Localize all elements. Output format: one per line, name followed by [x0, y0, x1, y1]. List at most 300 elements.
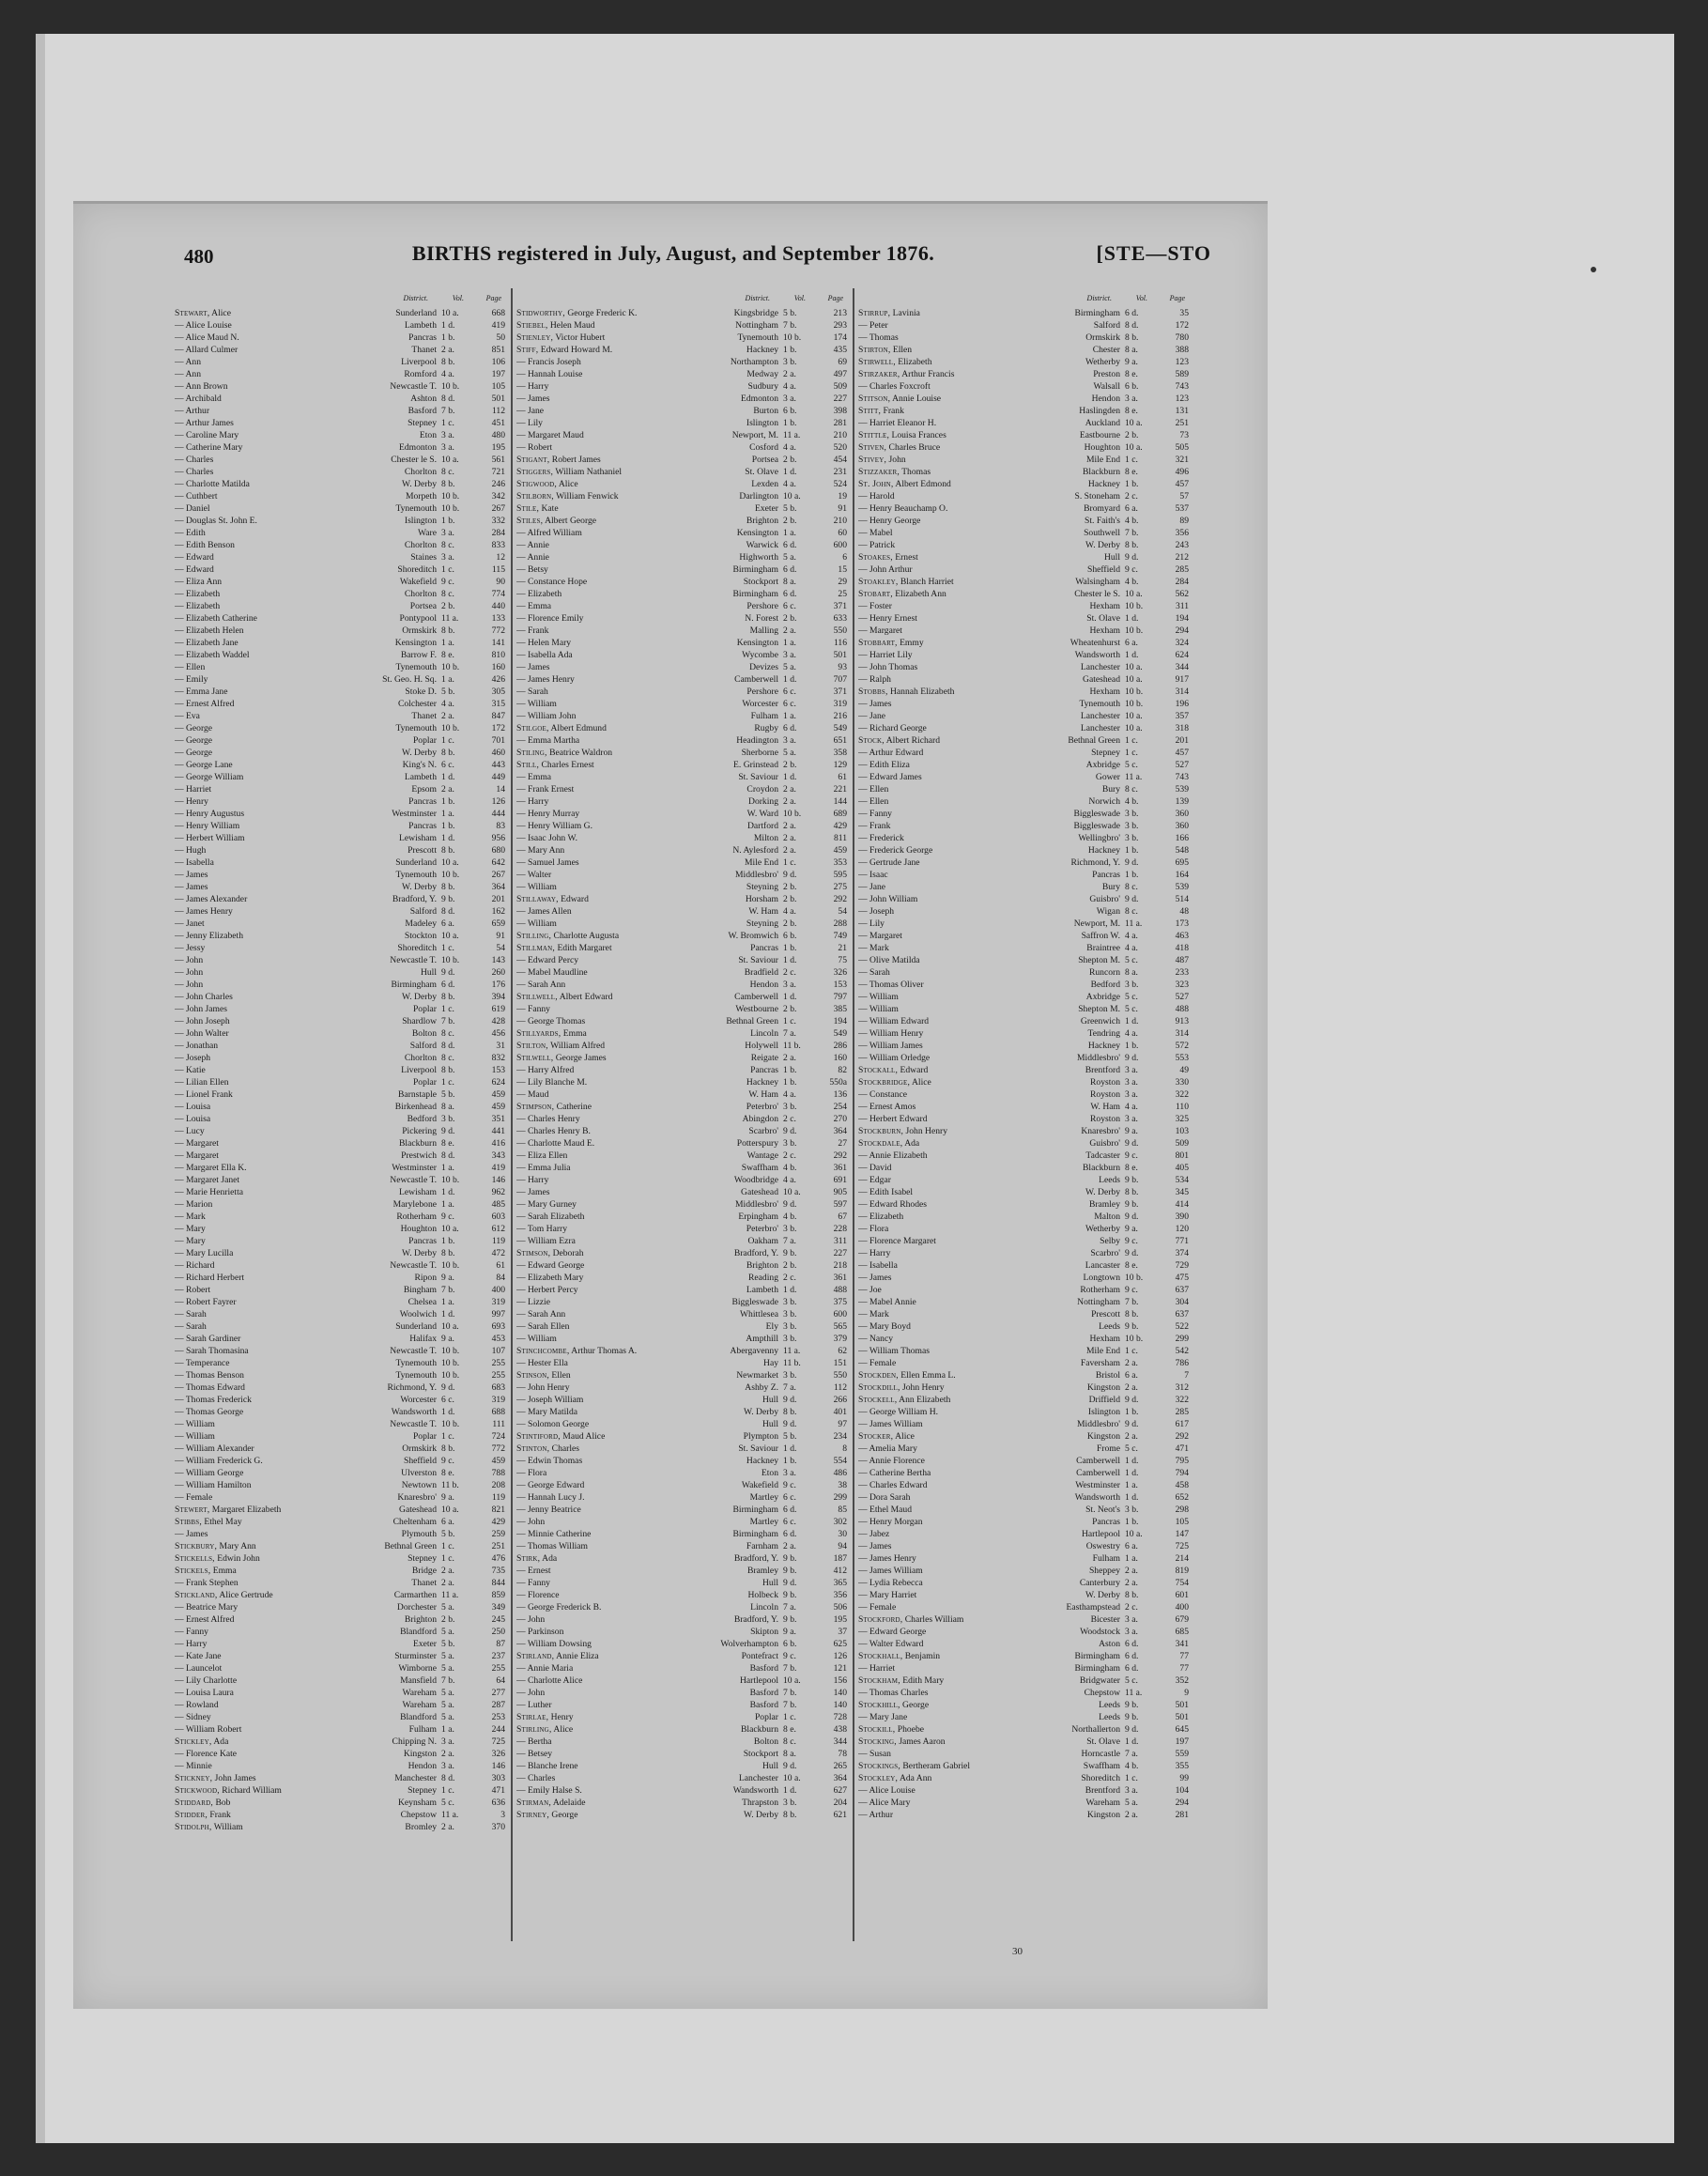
entry-volume: 9 d.: [441, 967, 455, 978]
index-entry: [516, 1797, 847, 1809]
entry-district: Mansfield: [400, 1675, 437, 1686]
entry-given-names: — Sarah Gardiner: [175, 1334, 241, 1344]
index-entry: [858, 698, 1189, 710]
entry-district: Thanet: [411, 1578, 437, 1588]
entry-district: Brighton: [746, 516, 778, 526]
entry-volume: 5 a.: [441, 1712, 454, 1722]
entry-given-names: — Temperance: [175, 1358, 230, 1368]
entry-surname: Stockill,: [858, 1724, 896, 1735]
index-entry: [175, 844, 505, 857]
index-entry: [175, 1015, 505, 1027]
entry-list: [516, 307, 847, 1821]
entry-volume: 1 b.: [1125, 479, 1139, 489]
entry-page: 77: [1179, 1651, 1189, 1661]
index-column-1: [175, 294, 505, 1933]
entry-name: [858, 649, 1075, 661]
entry-given-names: — Edwin Thomas: [516, 1456, 583, 1466]
entry-district: Biggleswade: [1073, 821, 1120, 831]
entry-name: [516, 1565, 747, 1577]
entry-name: [516, 1259, 746, 1272]
entry-given-names: — Isabella: [858, 1260, 898, 1271]
entry-district: Chester: [1092, 345, 1120, 355]
index-entry: [175, 1357, 505, 1369]
entry-name: [858, 1626, 1080, 1638]
entry-given-names: — George Thomas: [516, 1016, 586, 1026]
entry-district: Staines: [410, 552, 437, 563]
entry-name: [516, 1003, 735, 1015]
entry-name: [858, 1662, 1075, 1674]
entry-district: Saffron W.: [1081, 931, 1120, 941]
entry-district: Hull: [1103, 552, 1120, 563]
entry-given-names: Ada Ann: [899, 1773, 932, 1783]
entry-volume: 9 d.: [1125, 894, 1139, 904]
entry-name: [175, 380, 390, 393]
index-entry: [175, 1333, 505, 1345]
entry-given-names: — Arthur: [858, 1810, 894, 1820]
entry-page: 77: [1179, 1663, 1189, 1674]
entry-volume: 6 d.: [1125, 1651, 1139, 1661]
entry-given-names: — Frederick George: [858, 845, 933, 856]
entry-given-names: Charlotte Augusta: [553, 931, 620, 941]
entry-district: Sturminster: [394, 1651, 437, 1661]
entry-given-names: — Catherine Mary: [175, 442, 243, 453]
entry-page: 559: [1175, 1749, 1189, 1759]
entry-page: 197: [491, 369, 505, 379]
entry-page: 97: [838, 1419, 847, 1429]
entry-district: Pancras: [750, 943, 778, 953]
index-entry: [516, 881, 847, 893]
entry-district: Westminster: [1075, 1480, 1120, 1490]
entry-volume: 9 d.: [783, 1578, 797, 1588]
entry-given-names: — Eliza Ellen: [516, 1150, 568, 1161]
entry-district: Hay: [763, 1358, 778, 1368]
entry-name: [516, 1027, 750, 1040]
index-entry: [858, 966, 1189, 979]
index-entry: [516, 551, 847, 563]
index-entry: [175, 1577, 505, 1589]
index-entry: [516, 649, 847, 661]
entry-given-names: — Samuel James: [516, 857, 579, 868]
entry-page: 319: [491, 1395, 505, 1405]
entry-volume: 2 b.: [783, 1004, 797, 1014]
entry-name: [858, 1772, 1081, 1784]
entry-volume: 6 c.: [441, 760, 454, 770]
entry-page: 485: [491, 1199, 505, 1210]
entry-given-names: — Kate Jane: [175, 1651, 222, 1661]
entry-district: Croydon: [746, 784, 778, 795]
index-entry: [175, 661, 505, 673]
entry-page: 111: [492, 1419, 505, 1429]
entry-volume: 1 c.: [783, 857, 796, 868]
entry-name: [175, 1113, 408, 1125]
entry-district: W. Ham: [1090, 1102, 1120, 1112]
index-entry: [516, 1748, 847, 1760]
entry-district: Wandsworth: [1074, 1492, 1120, 1503]
entry-given-names: — Alfred William: [516, 528, 582, 538]
entry-volume: 10 a.: [783, 491, 801, 502]
entry-surname: Stigwood,: [516, 479, 557, 489]
entry-district: Kensington: [394, 638, 437, 648]
entry-given-names: — Margaret Ella K.: [175, 1163, 247, 1173]
entry-volume: 4 b.: [783, 1163, 797, 1173]
entry-name: [516, 625, 750, 637]
entry-name: [858, 466, 1083, 478]
entry-page: 187: [833, 1553, 847, 1564]
entry-page: 285: [1175, 1407, 1189, 1417]
entry-page: 270: [833, 1114, 847, 1124]
index-entry: [175, 1772, 505, 1784]
entry-name: [516, 600, 746, 612]
entry-name: [175, 918, 405, 930]
entry-name: [175, 1162, 392, 1174]
index-entry: [858, 515, 1189, 527]
entry-given-names: Ernest: [895, 552, 918, 563]
entry-given-names: — Betsey: [516, 1749, 553, 1759]
entry-district: Chester le S.: [391, 455, 437, 465]
entry-volume: 8 c.: [441, 1028, 454, 1039]
index-entry: [858, 893, 1189, 905]
entry-given-names: — Harriet: [175, 784, 212, 795]
index-entry: [175, 1504, 505, 1516]
entry-district: Newmarket: [736, 1370, 778, 1381]
index-entry: [858, 661, 1189, 673]
entry-district: Kensington: [736, 638, 778, 648]
entry-page: 292: [1175, 1431, 1189, 1442]
entry-page: 21: [838, 943, 847, 953]
entry-given-names: — William Alexander: [175, 1443, 254, 1454]
entry-page: 345: [1175, 1187, 1189, 1197]
entry-page: 550: [833, 625, 847, 636]
entry-page: 548: [1175, 845, 1189, 856]
entry-name: [175, 991, 402, 1003]
entry-name: [175, 1235, 408, 1247]
entry-name: [858, 1394, 1089, 1406]
entry-name: [516, 673, 734, 686]
index-entry: [516, 1504, 847, 1516]
entry-name: [175, 588, 405, 600]
index-entry: [858, 1064, 1189, 1076]
entry-name: [516, 881, 746, 893]
entry-volume: 8 a.: [783, 1749, 796, 1759]
index-entry: [516, 307, 847, 319]
entry-volume: 2 b.: [783, 882, 797, 892]
entry-given-names: — Elizabeth: [175, 601, 221, 611]
entry-page: 133: [491, 613, 505, 624]
entry-volume: 6 d.: [783, 1505, 797, 1515]
entry-given-names: — William John: [516, 711, 577, 721]
entry-district: Wandsworth: [1074, 650, 1120, 660]
entry-volume: 8 b.: [441, 748, 455, 758]
entry-volume: 3 a.: [1125, 1627, 1138, 1637]
entry-name: [175, 1369, 395, 1381]
entry-page: 772: [491, 1443, 505, 1454]
entry-name: [858, 1369, 1096, 1381]
entry-given-names: — Lydia Rebecca: [858, 1578, 923, 1588]
entry-given-names: — William: [516, 699, 557, 709]
entry-volume: 2 b.: [441, 1614, 455, 1625]
entry-page: 208: [491, 1480, 505, 1490]
index-entry: [858, 1272, 1189, 1284]
entry-name: [175, 515, 405, 527]
entry-given-names: — Frank: [516, 625, 549, 636]
entry-volume: 6 b.: [1125, 381, 1139, 392]
entry-district: Hull: [420, 967, 437, 978]
entry-name: [858, 783, 1102, 795]
entry-name: [858, 478, 1088, 490]
entry-district: Thanet: [411, 345, 437, 355]
index-entry: [175, 1430, 505, 1443]
entry-given-names: — Helen Mary: [516, 638, 572, 648]
entry-volume: 9 b.: [783, 1566, 797, 1576]
entry-volume: 8 b.: [441, 1065, 455, 1075]
index-entry: [858, 1394, 1189, 1406]
entry-volume: 4 b.: [1125, 577, 1139, 587]
entry-page: 227: [833, 394, 847, 404]
entry-district: Tynemouth: [395, 1358, 437, 1368]
entry-name: [175, 1711, 400, 1723]
entry-given-names: — Thomas George: [175, 1407, 244, 1417]
entry-page: 216: [833, 711, 847, 721]
entry-volume: 2 b.: [1125, 430, 1139, 440]
entry-volume: 1 b.: [783, 1077, 797, 1088]
entry-name: [516, 1528, 733, 1540]
entry-name: [858, 1418, 1077, 1430]
index-entry: [175, 1394, 505, 1406]
index-entry: [516, 466, 847, 478]
entry-page: 25: [838, 589, 847, 599]
entry-surname: Stocker,: [858, 1431, 894, 1442]
entry-name: [175, 1259, 390, 1272]
entry-given-names: — Edward Percy: [516, 955, 579, 965]
entry-district: Wimborne: [398, 1663, 437, 1674]
entry-page: 61: [838, 772, 847, 782]
entry-district: Pickering: [402, 1126, 437, 1136]
entry-page: 228: [833, 1224, 847, 1234]
entry-volume: 6 c.: [783, 1492, 796, 1503]
entry-district: Pancras: [408, 332, 437, 343]
microfilm-card: [36, 34, 1674, 2143]
entry-name: [175, 1247, 402, 1259]
entry-district: Nottingham: [1077, 1297, 1120, 1307]
entry-page: 292: [833, 894, 847, 904]
entry-given-names: Annie Louise: [892, 394, 942, 404]
entry-name: [858, 1491, 1075, 1504]
entry-given-names: — Lily: [516, 418, 543, 428]
entry-given-names: Deborah: [552, 1248, 584, 1258]
entry-given-names: — Harry: [516, 796, 549, 807]
entry-page: 287: [491, 1700, 505, 1710]
entry-name: [175, 1662, 398, 1674]
index-entry: [516, 515, 847, 527]
entry-given-names: — Jonathan: [175, 1041, 219, 1051]
entry-district: Chorlton: [404, 467, 437, 477]
entry-district: W. Derby: [402, 882, 437, 892]
entry-volume: 6 c.: [783, 601, 796, 611]
entry-volume: 2 a.: [783, 845, 796, 856]
index-entry: [858, 1589, 1189, 1601]
entry-given-names: — Douglas St. John E.: [175, 516, 257, 526]
entry-district: Birmingham: [1074, 1663, 1120, 1674]
entry-given-names: — Edward George: [516, 1260, 585, 1271]
entry-page: 488: [1175, 1004, 1189, 1014]
entry-page: 311: [1175, 601, 1189, 611]
index-entry: [175, 771, 505, 783]
index-entry: [175, 515, 505, 527]
entry-page: 105: [491, 381, 505, 392]
entry-name: [858, 1247, 1090, 1259]
entry-district: Dartford: [746, 821, 778, 831]
index-entry: [516, 1003, 847, 1015]
entry-name: [516, 417, 746, 429]
entry-name: [858, 502, 1084, 515]
entry-district: Stepney: [408, 1785, 437, 1796]
entry-given-names: — Joe: [858, 1285, 882, 1295]
entry-page: 37: [838, 1627, 847, 1637]
entry-name: [175, 710, 411, 722]
entry-surname: Stiggers,: [516, 467, 554, 477]
index-entry: [175, 673, 505, 686]
entry-name: [516, 454, 752, 466]
index-entry: [175, 1186, 505, 1198]
entry-name: [516, 1211, 738, 1223]
index-entry: [858, 1015, 1189, 1027]
entry-name: [858, 1052, 1077, 1064]
column-rule: [511, 288, 513, 1941]
index-entry: [516, 1296, 847, 1308]
entry-name: [175, 881, 402, 893]
index-entry: [516, 1784, 847, 1797]
index-entry: [858, 1638, 1189, 1650]
entry-name: [175, 441, 399, 454]
entry-district: Westbourne: [735, 1004, 778, 1014]
entry-name: [858, 893, 1089, 905]
entry-given-names: — Elizabeth Helen: [175, 625, 244, 636]
entry-page: 231: [833, 467, 847, 477]
entry-page: 210: [833, 516, 847, 526]
index-entry: [516, 576, 847, 588]
entry-given-names: — William Edward: [858, 1016, 930, 1026]
entry-given-names: — Mark: [175, 1211, 206, 1222]
entry-name: [175, 1748, 404, 1760]
index-entry: [858, 344, 1189, 356]
entry-page: 245: [491, 1614, 505, 1625]
entry-given-names: — David: [858, 1163, 892, 1173]
entry-page: 537: [1175, 503, 1189, 514]
index-entry: [516, 832, 847, 844]
entry-district: Preston: [1093, 369, 1120, 379]
entry-volume: 6 a.: [1125, 638, 1138, 648]
entry-name: [516, 832, 754, 844]
entry-volume: 3 b.: [783, 1798, 797, 1808]
index-entry: [175, 1613, 505, 1626]
entry-name: [516, 1284, 746, 1296]
entry-page: 400: [1175, 1602, 1189, 1613]
index-entry: [516, 747, 847, 759]
entry-given-names: — Alice Louise: [175, 320, 232, 331]
entry-volume: 4 b.: [1125, 796, 1139, 807]
entry-name: [516, 1662, 750, 1674]
entry-surname: Stickney,: [175, 1773, 213, 1783]
entry-volume: 1 c.: [441, 564, 454, 575]
entry-name: [858, 1186, 1085, 1198]
entry-given-names: — William: [858, 1004, 899, 1014]
entry-volume: 1 a.: [783, 711, 796, 721]
entry-page: 505: [1175, 442, 1189, 453]
entry-volume: 4 a.: [441, 699, 454, 709]
entry-district: Royston: [1090, 1077, 1120, 1088]
index-entry: [858, 563, 1189, 576]
entry-given-names: — William: [516, 882, 557, 892]
entry-name: [516, 1186, 741, 1198]
entry-given-names: — Female: [858, 1358, 897, 1368]
entry-page: 319: [833, 699, 847, 709]
entry-page: 659: [491, 918, 505, 929]
index-entry: [175, 1674, 505, 1687]
entry-district: Mile End: [745, 857, 778, 868]
entry-volume: 4 a.: [783, 1089, 796, 1100]
entry-district: Thanet: [411, 711, 437, 721]
index-entry: [516, 563, 847, 576]
entry-page: 35: [1179, 308, 1189, 318]
entry-page: 105: [1175, 1517, 1189, 1527]
entry-given-names: — Lily: [858, 918, 885, 929]
entry-name: [858, 1174, 1099, 1186]
entry-district: Lanchester: [1080, 723, 1120, 733]
entry-volume: 11 a.: [1125, 918, 1143, 929]
entry-page: 412: [833, 1566, 847, 1576]
entry-name: [175, 1491, 397, 1504]
entry-given-names: Albert George: [545, 516, 597, 526]
entry-district: Woodbridge: [733, 1175, 778, 1185]
entry-volume: 9 d.: [1125, 1138, 1139, 1149]
entry-surname: Stittle,: [858, 430, 890, 440]
entry-name: [516, 429, 732, 441]
entry-name: [516, 1748, 744, 1760]
entry-page: 453: [491, 1334, 505, 1344]
entry-given-names: — Ann: [175, 369, 201, 379]
entry-district: Exeter: [754, 503, 778, 514]
entry-surname: Stidolph,: [175, 1822, 212, 1832]
entry-district: Devizes: [749, 662, 778, 672]
entry-district: Oakham: [747, 1236, 778, 1246]
entry-page: 601: [1175, 1590, 1189, 1600]
index-entry: [175, 1406, 505, 1418]
entry-district: W. Ham: [748, 1089, 778, 1100]
entry-given-names: — George: [175, 748, 213, 758]
entry-page: 725: [491, 1736, 505, 1747]
entry-district: Wareham: [402, 1700, 437, 1710]
entry-page: 91: [838, 503, 847, 514]
entry-page: 218: [833, 1260, 847, 1271]
entry-page: 195: [491, 442, 505, 453]
entry-given-names: — William Thomas: [858, 1346, 931, 1356]
entry-district: Ashton: [410, 394, 437, 404]
index-entry: [516, 734, 847, 747]
entry-volume: 8 e.: [441, 1468, 454, 1478]
entry-name: [175, 1455, 404, 1467]
index-entry: [858, 539, 1189, 551]
entry-name: [516, 563, 733, 576]
entry-volume: 9 d.: [1125, 1724, 1139, 1735]
entry-volume: 8 b.: [441, 992, 455, 1002]
entry-name: [858, 1430, 1087, 1443]
index-entry: [516, 783, 847, 795]
entry-given-names: — William: [175, 1419, 215, 1429]
entry-district: Barnstaple: [397, 1089, 437, 1100]
entry-volume: 3 a.: [1125, 1614, 1138, 1625]
entry-name: [858, 356, 1085, 368]
entry-given-names: Bertheram Gabriel: [902, 1761, 971, 1771]
